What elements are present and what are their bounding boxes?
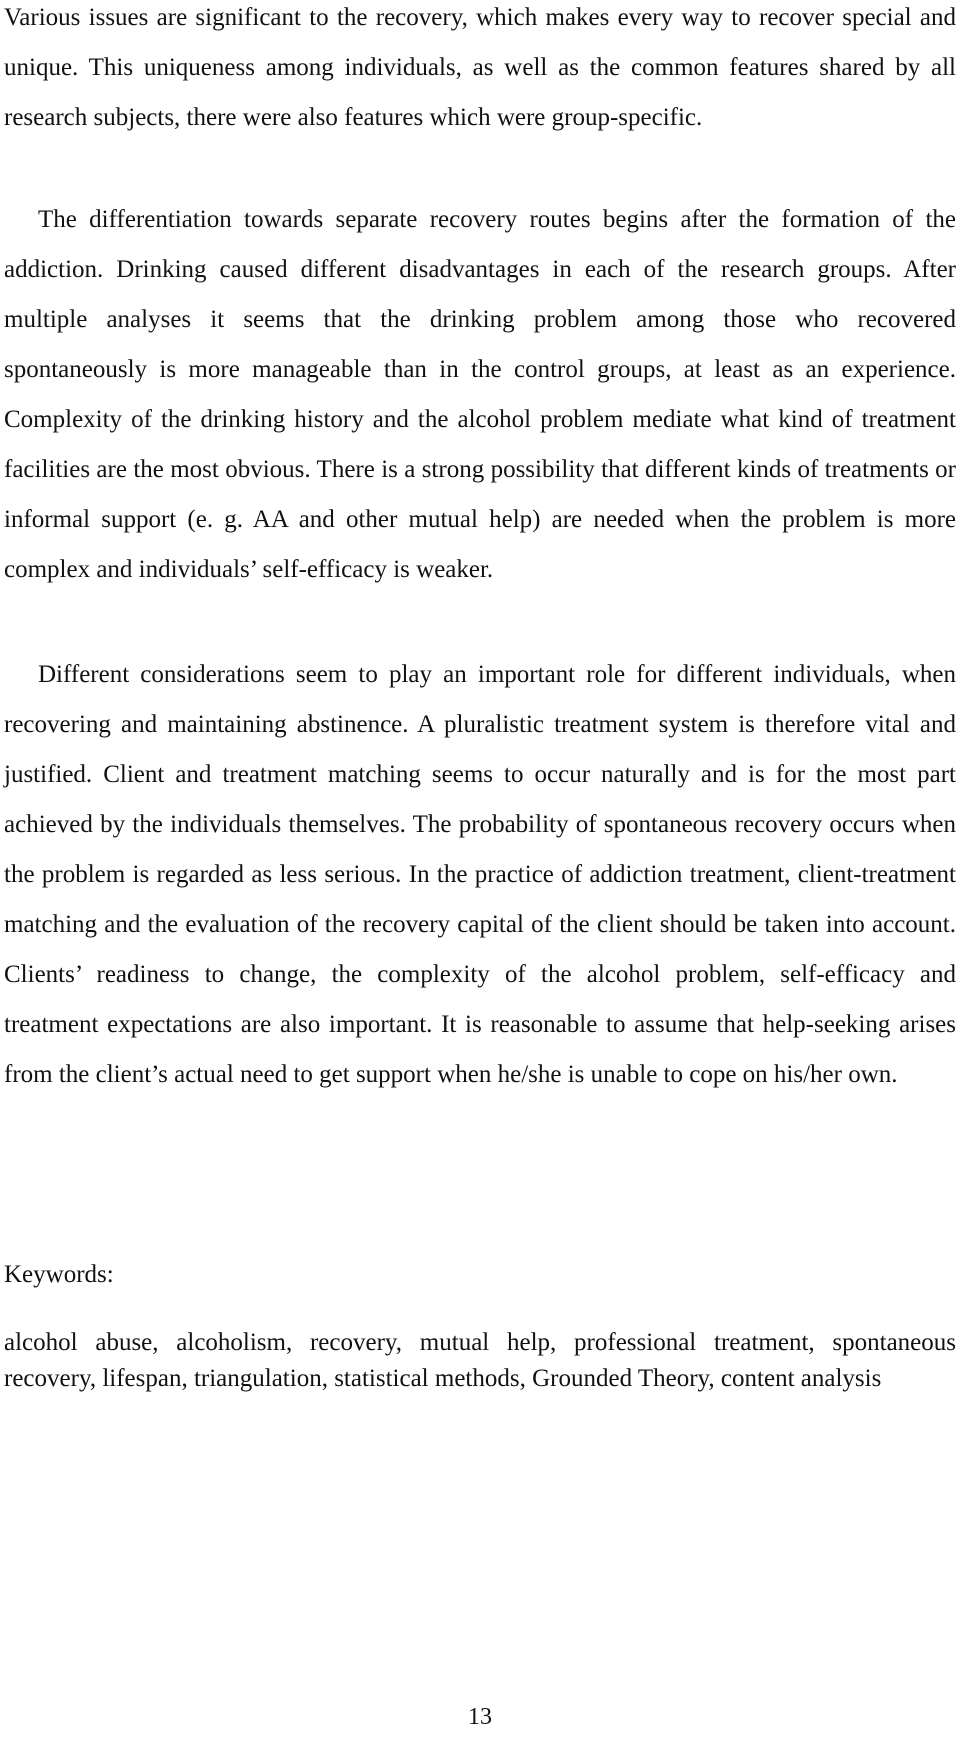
keywords-list: alcohol abuse, alcoholism, recovery, mutual help, professional treatment, spontaneous recovery, lifespan, triangulation, statistical methods, Grounded Theory, content analysis <box>4 1329 956 1392</box>
document-page <box>4 0 956 1740</box>
paragraph-recovery-uniqueness: Various issues are significant to the recovery, which makes every way to recover special and unique. This uniqueness among individuals, as well as the common features shared by all research subjects, there were also features which were group-specific. <box>4 4 956 131</box>
page-number: 13 <box>468 1704 492 1730</box>
keywords-heading: Keywords: <box>4 1261 114 1288</box>
paragraph-considerations: Different considerations seem to play an important role for different individuals, when recovering and maintaining abstinence. A pluralistic treatment system is therefore vital and justified. Client and treatment matching seems to occur naturally and is for the most part achieved by the individuals themselves. The probability of spontaneous recovery occurs when the problem is regarded as less serious. In the practice of addiction treatment, client-treatment matching and the evaluation of the recovery capital of the client should be taken into account. Clients’ readiness to change, the complexity of the alcohol problem, self-efficacy and treatment expectations are also important. It is reasonable to assume that help-seeking arises from the client’s actual need to get support when he/she is unable to cope on his/her own. <box>4 661 956 1088</box>
paragraph-recovery-routes: The differentiation towards separate recovery routes begins after the formation of the addiction. Drinking caused different disadvantages in each of the research groups. After multiple analyses it seems that the drinking problem among those who recovered spontaneously is more manageable than in the control groups, at least as an experience. Complexity of the drinking history and the alcohol problem mediate what kind of treatment facilities are the most obvious. There is a strong possibility that different kinds of treatments or informal support (e. g. AA and other mutual help) are needed when the problem is more complex and individuals’ self-efficacy is weaker. <box>4 206 956 583</box>
